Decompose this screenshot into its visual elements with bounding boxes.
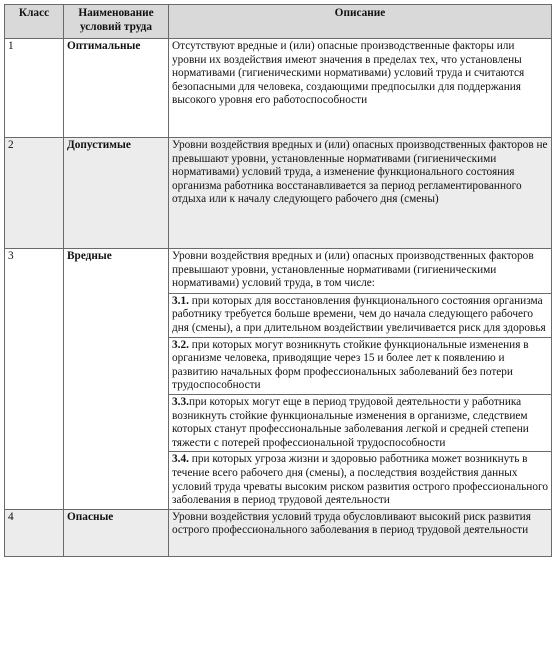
working-conditions-table: [4, 4, 552, 557]
subclass-item: [169, 293, 551, 337]
row-name: Оптимальные: [64, 39, 169, 138]
row-description: Уровни воздействия условий труда обусловливают высокий риск развития острого профессионального заболевания в период трудовой деятельности: [169, 509, 552, 556]
row-name: Опасные: [64, 509, 169, 556]
subclass-text: при которых могут возникнуть стойкие функциональные изменения в организме человека, приводящие через 15 и более лет к появлению и развитию начальных форм профессиональных заболеваний без потери трудоспособности: [172, 338, 529, 392]
table-row: [5, 138, 552, 249]
table-row: [5, 249, 552, 510]
row-description: Уровни воздействия вредных и (или) опасных производственных факторов превышают уровни, установленные нормативами (гигиеническими нормативами) условий труда, в том числе:: [172, 250, 534, 290]
row-name: Допустимые: [64, 138, 169, 249]
subclass-number: 3.3.: [172, 395, 189, 408]
header-description: Описание: [169, 5, 552, 39]
row-description: Отсутствуют вредные и (или) опасные производственные факторы или уровни их воздействия имеют значения в пределах тех, что установлены нормативами (гигиеническими нормативами) условий труда и считаются безопасными для человека, создающими предпосылки для поддержания высокого уровня его работоспособности: [169, 39, 552, 138]
subclass-number: 3.2.: [172, 338, 189, 351]
header-row: [5, 5, 552, 39]
header-name: Наименование условий труда: [64, 5, 169, 39]
header-class: Класс: [5, 5, 64, 39]
subclass-number: 3.1.: [172, 294, 189, 307]
row-class: 2: [5, 138, 64, 249]
row-name: Вредные: [64, 249, 169, 510]
subclass-text: при которых могут еще в период трудовой деятельности у работника возникнуть стойкие функциональные изменения в организме, следствием которых станут профессиональные заболевания легкой и средней степени тяжести с потерей профессиональной трудоспособности: [172, 395, 529, 449]
subclass-text: при которых угроза жизни и здоровью работника может возникнуть в течение всего рабочего дня (смены), а последствия воздействия данных условий труда чреваты высоким риском развития острого профессионального заболевания в период трудовой деятельности: [172, 453, 548, 507]
subclass-item: [169, 337, 551, 394]
subclass-item: [169, 451, 551, 508]
table-row: [5, 39, 552, 138]
row-class: 1: [5, 39, 64, 138]
row-description-group: [169, 249, 552, 510]
row-class: 4: [5, 509, 64, 556]
subclass-number: 3.4.: [172, 453, 189, 466]
subclass-item: [169, 394, 551, 451]
row-description: Уровни воздействия вредных и (или) опасных производственных факторов не превышают уровни, установленные нормативами (гигиеническими нормативами) условий труда, а изменение функционального состояния организма работника восстанавливается за период регламентированного отдыха или к началу следующего рабочего дня (смены): [169, 138, 552, 249]
row-class: 3: [5, 249, 64, 510]
table-row: [5, 509, 552, 556]
subclass-text: при которых для восстановления функционального состояния организма работнику требуется больше времени, чем до начала следующего рабочего дня (смены), а при длительном воздействии увеличивается риск для здоровья: [172, 294, 546, 334]
